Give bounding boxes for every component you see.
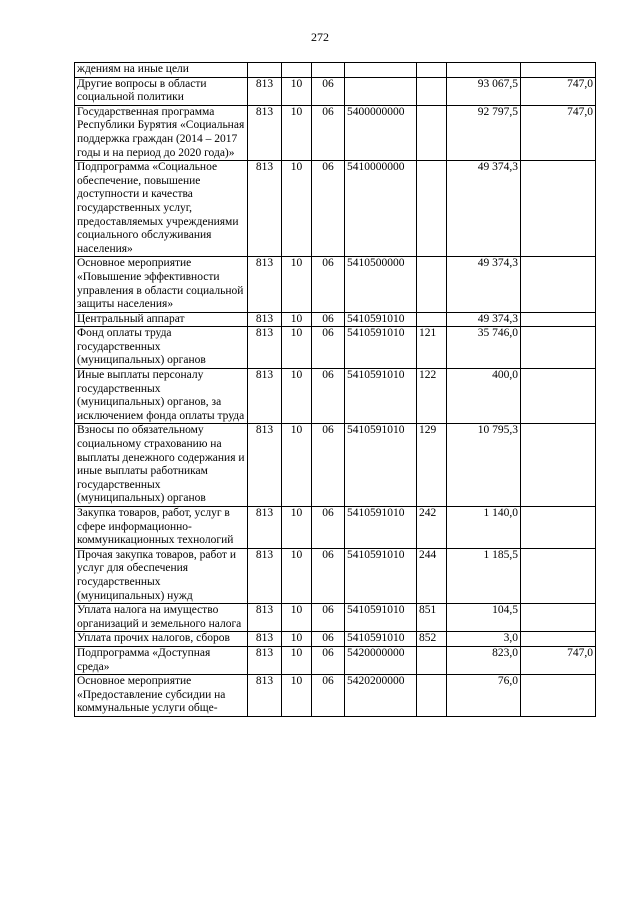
cell-name: ждениям на иные цели xyxy=(75,63,248,78)
cell-amount-total: 10 795,3 xyxy=(447,424,521,507)
cell-section-code: 10 xyxy=(282,161,312,257)
cell-amount-total: 104,5 xyxy=(447,604,521,632)
cell-subsection-code: 06 xyxy=(312,369,345,424)
cell-name: Уплата прочих налогов, сборов xyxy=(75,632,248,647)
cell-section-code: 10 xyxy=(282,312,312,327)
table-row xyxy=(75,63,596,78)
cell-amount-subvention xyxy=(521,369,596,424)
cell-expense-type xyxy=(417,312,447,327)
cell-section-code: 10 xyxy=(282,507,312,549)
cell-amount-total: 1 140,0 xyxy=(447,507,521,549)
cell-expense-type: 121 xyxy=(417,327,447,369)
cell-amount-total: 93 067,5 xyxy=(447,77,521,105)
table-row xyxy=(75,632,596,647)
cell-name: Другие вопросы в области социальной политики xyxy=(75,77,248,105)
cell-department-code: 813 xyxy=(248,507,282,549)
cell-name: Иные выплаты персоналу государственных (муниципальных) органов, за исключением фонда оплаты труда xyxy=(75,369,248,424)
cell-expense-type: 122 xyxy=(417,369,447,424)
cell-subsection-code: 06 xyxy=(312,77,345,105)
cell-name: Прочая закупка товаров, работ и услуг для обеспечения государственных (муниципальных) нужд xyxy=(75,548,248,603)
cell-amount-total: 49 374,3 xyxy=(447,257,521,312)
table-row xyxy=(75,424,596,507)
cell-section-code: 10 xyxy=(282,604,312,632)
page-number: 272 xyxy=(311,30,329,44)
cell-department-code: 813 xyxy=(248,312,282,327)
cell-expense-type xyxy=(417,63,447,78)
table-row xyxy=(75,161,596,257)
cell-subsection-code: 06 xyxy=(312,548,345,603)
cell-amount-subvention xyxy=(521,161,596,257)
cell-amount-subvention xyxy=(521,675,596,717)
cell-department-code: 813 xyxy=(248,257,282,312)
cell-department-code: 813 xyxy=(248,369,282,424)
cell-amount-total: 1 185,5 xyxy=(447,548,521,603)
cell-name: Основное мероприятие «Предоставление субсидии на коммунальные услуги обще- xyxy=(75,675,248,717)
cell-department-code: 813 xyxy=(248,632,282,647)
cell-department-code: 813 xyxy=(248,646,282,674)
cell-name: Уплата налога на имущество организаций и земельного налога xyxy=(75,604,248,632)
cell-expense-type xyxy=(417,77,447,105)
cell-amount-total: 823,0 xyxy=(447,646,521,674)
cell-amount-subvention xyxy=(521,63,596,78)
cell-expense-type xyxy=(417,646,447,674)
table-row xyxy=(75,548,596,603)
table-row xyxy=(75,77,596,105)
cell-expense-type: 852 xyxy=(417,632,447,647)
cell-name: Взносы по обязательному социальному страхованию на выплаты денежного содержания и иные выплаты работникам государственных (муниципальных) органов xyxy=(75,424,248,507)
cell-amount-subvention xyxy=(521,424,596,507)
cell-target-article: 5400000000 xyxy=(345,105,417,160)
cell-amount-subvention xyxy=(521,507,596,549)
cell-name: Подпрограмма «Социальное обеспечение, повышение доступности и качества государственных услуг, предоставляемых учреждениями социального обслуживания населения» xyxy=(75,161,248,257)
cell-section-code: 10 xyxy=(282,77,312,105)
cell-department-code: 813 xyxy=(248,327,282,369)
cell-expense-type: 242 xyxy=(417,507,447,549)
cell-amount-subvention: 747,0 xyxy=(521,105,596,160)
cell-target-article: 5410591010 xyxy=(345,424,417,507)
table-row xyxy=(75,604,596,632)
cell-expense-type xyxy=(417,257,447,312)
cell-amount-total: 92 797,5 xyxy=(447,105,521,160)
cell-target-article: 5420200000 xyxy=(345,675,417,717)
cell-section-code: 10 xyxy=(282,105,312,160)
cell-amount-total xyxy=(447,63,521,78)
cell-amount-total: 49 374,3 xyxy=(447,312,521,327)
cell-expense-type xyxy=(417,105,447,160)
cell-amount-total: 400,0 xyxy=(447,369,521,424)
cell-target-article: 5410591010 xyxy=(345,604,417,632)
cell-name: Закупка товаров, работ, услуг в сфере информационно-коммуникационных технологий xyxy=(75,507,248,549)
cell-amount-total: 3,0 xyxy=(447,632,521,647)
cell-section-code: 10 xyxy=(282,632,312,647)
cell-target-article: 5410000000 xyxy=(345,161,417,257)
cell-subsection-code: 06 xyxy=(312,604,345,632)
cell-department-code: 813 xyxy=(248,161,282,257)
cell-section-code xyxy=(282,63,312,78)
cell-department-code: 813 xyxy=(248,548,282,603)
cell-amount-total: 35 746,0 xyxy=(447,327,521,369)
cell-subsection-code: 06 xyxy=(312,632,345,647)
cell-subsection-code: 06 xyxy=(312,327,345,369)
cell-target-article xyxy=(345,77,417,105)
cell-target-article: 5410591010 xyxy=(345,312,417,327)
cell-subsection-code: 06 xyxy=(312,105,345,160)
cell-subsection-code: 06 xyxy=(312,675,345,717)
cell-amount-subvention xyxy=(521,312,596,327)
cell-amount-total: 76,0 xyxy=(447,675,521,717)
cell-section-code: 10 xyxy=(282,327,312,369)
cell-section-code: 10 xyxy=(282,548,312,603)
cell-name: Фонд оплаты труда государственных (муниципальных) органов xyxy=(75,327,248,369)
cell-name: Основное мероприятие «Повышение эффективности управления в области социальной защиты населения» xyxy=(75,257,248,312)
cell-target-article: 5410591010 xyxy=(345,327,417,369)
table-row xyxy=(75,257,596,312)
cell-section-code: 10 xyxy=(282,675,312,717)
cell-department-code: 813 xyxy=(248,77,282,105)
cell-expense-type: 244 xyxy=(417,548,447,603)
cell-subsection-code: 06 xyxy=(312,424,345,507)
cell-subsection-code: 06 xyxy=(312,161,345,257)
cell-department-code: 813 xyxy=(248,105,282,160)
cell-subsection-code: 06 xyxy=(312,257,345,312)
cell-section-code: 10 xyxy=(282,424,312,507)
cell-name: Подпрограмма «Доступная среда» xyxy=(75,646,248,674)
cell-subsection-code: 06 xyxy=(312,312,345,327)
cell-amount-subvention: 747,0 xyxy=(521,646,596,674)
cell-amount-subvention: 747,0 xyxy=(521,77,596,105)
cell-target-article: 5420000000 xyxy=(345,646,417,674)
cell-amount-subvention xyxy=(521,327,596,369)
table-row xyxy=(75,646,596,674)
cell-name: Центральный аппарат xyxy=(75,312,248,327)
cell-amount-subvention xyxy=(521,632,596,647)
cell-amount-subvention xyxy=(521,257,596,312)
cell-name: Государственная программа Республики Бурятия «Социальная поддержка граждан (2014 – 2017 годы и на период до 2020 года)» xyxy=(75,105,248,160)
cell-section-code: 10 xyxy=(282,646,312,674)
cell-subsection-code: 06 xyxy=(312,646,345,674)
cell-expense-type: 129 xyxy=(417,424,447,507)
table-row xyxy=(75,327,596,369)
cell-section-code: 10 xyxy=(282,369,312,424)
table-row xyxy=(75,369,596,424)
budget-table xyxy=(74,62,596,717)
table-row xyxy=(75,507,596,549)
cell-expense-type xyxy=(417,161,447,257)
table-row xyxy=(75,105,596,160)
cell-section-code: 10 xyxy=(282,257,312,312)
cell-expense-type: 851 xyxy=(417,604,447,632)
cell-subsection-code xyxy=(312,63,345,78)
cell-department-code: 813 xyxy=(248,675,282,717)
cell-target-article xyxy=(345,63,417,78)
cell-target-article: 5410591010 xyxy=(345,369,417,424)
cell-target-article: 5410591010 xyxy=(345,632,417,647)
cell-amount-subvention xyxy=(521,548,596,603)
cell-department-code xyxy=(248,63,282,78)
cell-department-code: 813 xyxy=(248,424,282,507)
cell-target-article: 5410591010 xyxy=(345,507,417,549)
cell-amount-total: 49 374,3 xyxy=(447,161,521,257)
cell-amount-subvention xyxy=(521,604,596,632)
cell-target-article: 5410591010 xyxy=(345,548,417,603)
cell-department-code: 813 xyxy=(248,604,282,632)
table-row xyxy=(75,675,596,717)
cell-subsection-code: 06 xyxy=(312,507,345,549)
table-body xyxy=(75,63,596,717)
cell-expense-type xyxy=(417,675,447,717)
cell-target-article: 5410500000 xyxy=(345,257,417,312)
table-row xyxy=(75,312,596,327)
